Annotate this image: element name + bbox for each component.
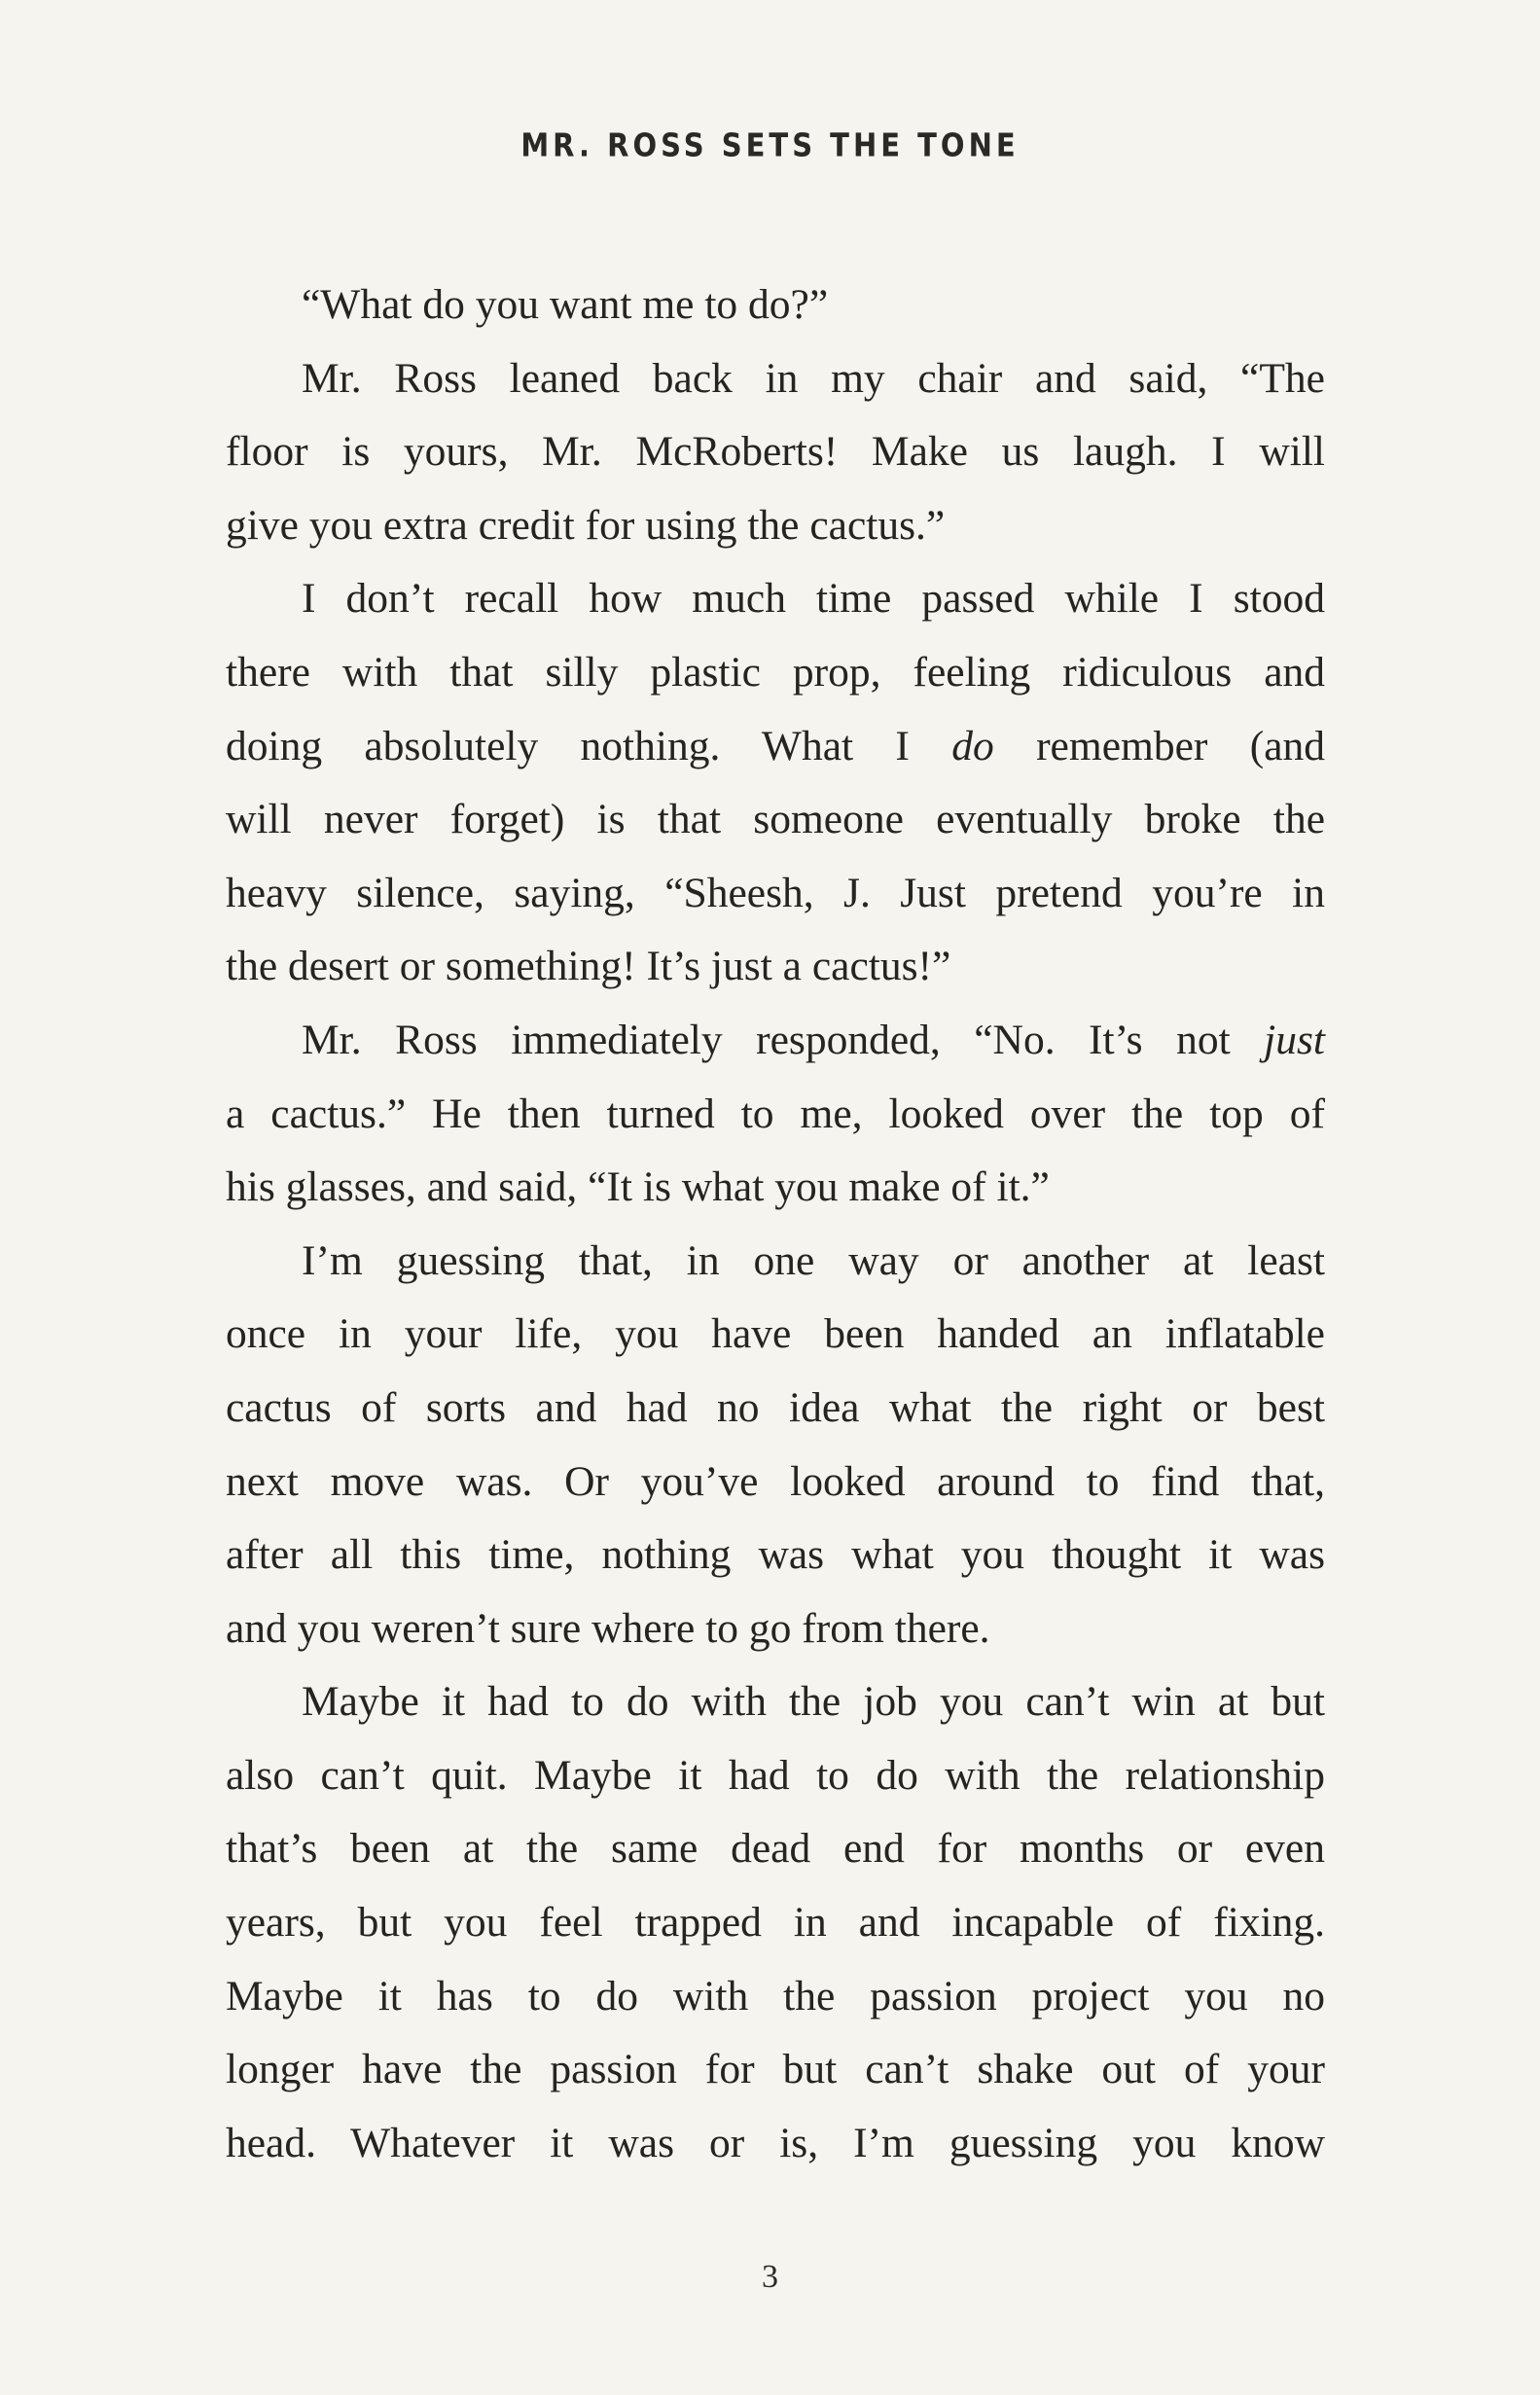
text-line: once in your life, you have been handed an inflatable xyxy=(226,1310,1325,1358)
text-line: longer have the passion for but can’t shake out of your xyxy=(226,2046,1325,2093)
text-line: Mr. Ross immediately responded, “No. It’s not just xyxy=(302,1016,1325,1063)
text-line: I’m guessing that, in one way or another at least xyxy=(302,1236,1325,1284)
text-line: there with that silly plastic prop, feeling ridiculous and xyxy=(226,648,1325,696)
text-line: floor is yours, Mr. McRoberts! Make us laugh. I will xyxy=(226,428,1325,476)
text-line: his glasses, and said, “It is what you make of it.” xyxy=(226,1163,1050,1211)
text-line: doing absolutely nothing. What I do remember (and xyxy=(226,722,1325,769)
text-line: and you weren’t sure where to go from there. xyxy=(226,1604,990,1652)
running-head: MR. ROSS SETS THE TONE xyxy=(520,125,1020,164)
text-line: also can’t quit. Maybe it had to do with the relationship xyxy=(226,1751,1325,1799)
text-line: after all this time, nothing was what you thought it was xyxy=(226,1531,1325,1579)
text-line: Maybe it had to do with the job you can’t win at but xyxy=(302,1678,1325,1726)
text-line: next move was. Or you’ve looked around to find that, xyxy=(226,1457,1325,1505)
text-line: heavy silence, saying, “Sheesh, J. Just pretend you’re in xyxy=(226,869,1325,916)
text-line: a cactus.” He then turned to me, looked over the top of xyxy=(226,1090,1325,1137)
text-line: I don’t recall how much time passed while I stood xyxy=(302,575,1325,623)
text-line: “What do you want me to do?” xyxy=(302,281,829,328)
text-line: years, but you feel trapped in and incapable of fixing. xyxy=(226,1899,1325,1947)
text-line: that’s been at the same dead end for months or even xyxy=(226,1825,1325,1873)
text-line: cactus of sorts and had no idea what the right or best xyxy=(226,1383,1325,1431)
body-text xyxy=(226,268,1325,2180)
page-number: 3 xyxy=(762,2259,778,2295)
text-line: will never forget) is that someone eventually broke the xyxy=(226,796,1325,843)
text-line: give you extra credit for using the cactus.” xyxy=(226,501,946,549)
text-line: Maybe it has to do with the passion project you no xyxy=(226,1972,1325,2020)
text-line: head. Whatever it was or is, I’m guessing you know xyxy=(226,2119,1325,2166)
text-line: the desert or something! It’s just a cactus!” xyxy=(226,943,951,990)
text-line: Mr. Ross leaned back in my chair and said, “The xyxy=(302,354,1325,402)
